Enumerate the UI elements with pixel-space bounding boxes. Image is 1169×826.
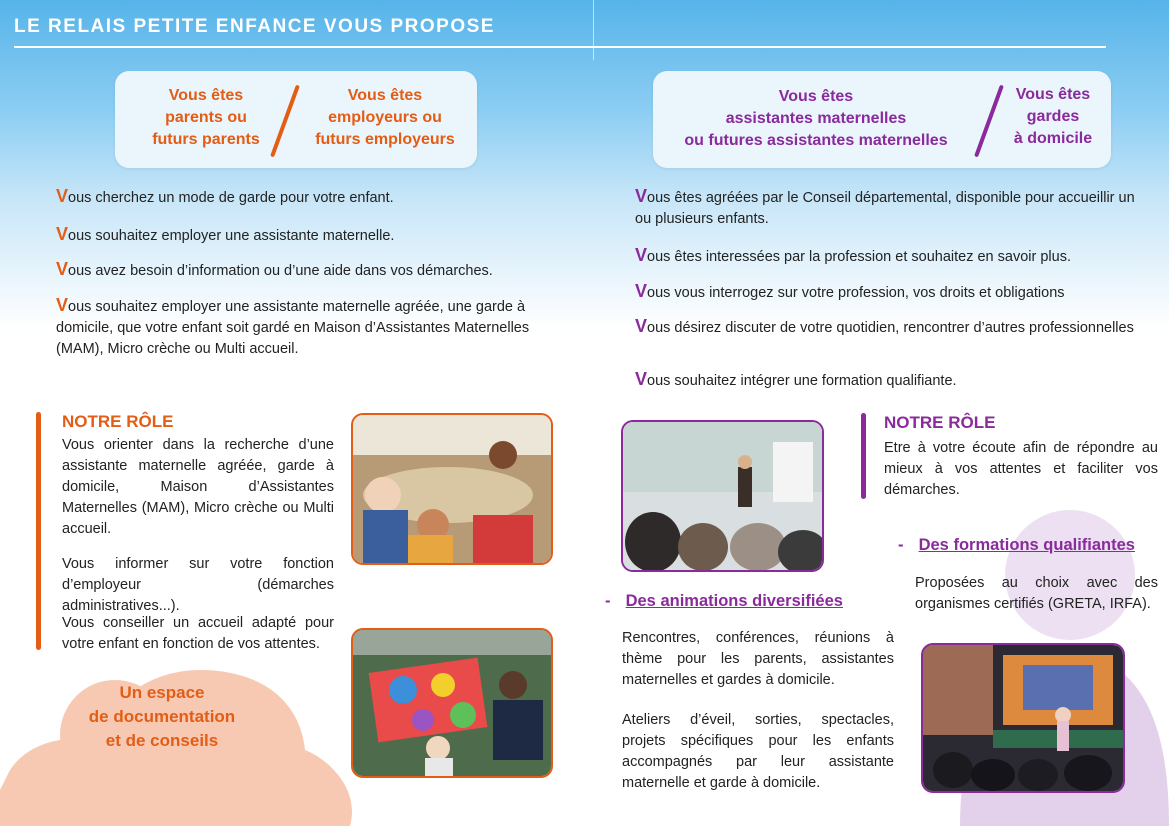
role-accent-bar (861, 413, 866, 499)
role-text: Vous orienter dans la recherche d’une assistante maternelle agréée, garde à domicile, Maison d’Assistantes Maternelles (MAM), Micro crèche ou Multi accueil. (62, 437, 334, 537)
conference-photo (621, 420, 824, 572)
animations-heading: - Des animations diversifiées (605, 592, 843, 610)
puppet-show-photo (921, 643, 1125, 793)
right-bullet: Vous êtes interessées par la profession et souhaitez en savoir plus. (635, 245, 1071, 265)
left-bullet: Vous cherchez un mode de garde pour votre enfant. (56, 186, 394, 206)
left-bullet: Vous souhaitez employer une assistante maternelle. (56, 224, 395, 244)
animations-text: Ateliers d’éveil, sorties, spectacles, projets spécifiques pour les enfants accompagnés par leur assistante maternelle et garde à domicile. (622, 712, 894, 791)
right-bullet: Vous désirez discuter de votre quotidien, rencontrer d’autres professionnelles (635, 316, 1134, 336)
documentation-space-label: Un espace de documentation et de conseils (88, 683, 236, 750)
animations-text: Rencontres, conférences, réunions à thème pour les parents, assistantes maternelles et gardes à domicile. (622, 630, 894, 688)
callout-line: Vous êtes (347, 87, 423, 104)
slash-divider (974, 85, 1004, 158)
formations-heading: - Des formations qualifiantes (898, 536, 1135, 554)
fold-divider (593, 0, 594, 60)
right-bullet: Vous souhaitez intégrer une formation qualifiante. (635, 369, 957, 389)
callout-line: gardes (1026, 108, 1080, 125)
left-bullet: Vous souhaitez employer une assistante maternelle agréée, une garde à domicile, que votre enfant soit gardé en Maison d’Assistantes Maternelles (MAM), Micro crèche ou Multi accueil. (56, 295, 530, 357)
callout-line: parents ou (165, 109, 247, 126)
callout-line: Vous êtes (778, 88, 854, 105)
role-text: Etre à votre écoute afin de répondre au mieux à vos attentes et faciliter vos démarches. (884, 440, 1158, 498)
role-text: Vous informer sur votre fonction d’employeur (démarches administratives...). (62, 556, 334, 614)
right-bullet: Vous vous interrogez sur votre profession, vos droits et obligations (635, 281, 1065, 301)
role-accent-bar (36, 412, 41, 650)
play-mat-photo (351, 628, 553, 778)
left-bullet: Vous avez besoin d’information ou d’une aide dans vos démarches. (56, 259, 493, 279)
formations-text: Proposées au choix avec des organismes certifiés (GRETA, IRFA). (915, 575, 1158, 612)
callout-line: employeurs ou (328, 109, 442, 126)
callout-line: Vous êtes (1015, 86, 1091, 103)
callout-line: ou futures assistantes maternelles (684, 132, 948, 149)
assistantes-gardes-callout (653, 71, 1111, 168)
role-title: NOTRE RÔLE (884, 413, 996, 432)
callout-line: Vous êtes (168, 87, 244, 104)
callout-line: futurs parents (152, 131, 260, 148)
callout-line: futurs employeurs (315, 131, 455, 148)
role-title: NOTRE RÔLE (62, 412, 174, 431)
callout-line: à domicile (1013, 130, 1093, 147)
parents-employers-callout (115, 71, 477, 168)
callout-line: assistantes maternelles (725, 110, 907, 127)
children-activity-photo (351, 413, 553, 565)
right-bullet: Vous êtes agréées par le Conseil départemental, disponible pour accueillir un ou plusieurs enfants. (635, 186, 1135, 227)
title-divider (14, 46, 1106, 48)
role-text: Vous conseiller un accueil adapté pour votre enfant en fonction de vos attentes. (62, 615, 334, 652)
page-title: LE RELAIS PETITE ENFANCE VOUS PROPOSE (14, 16, 495, 37)
